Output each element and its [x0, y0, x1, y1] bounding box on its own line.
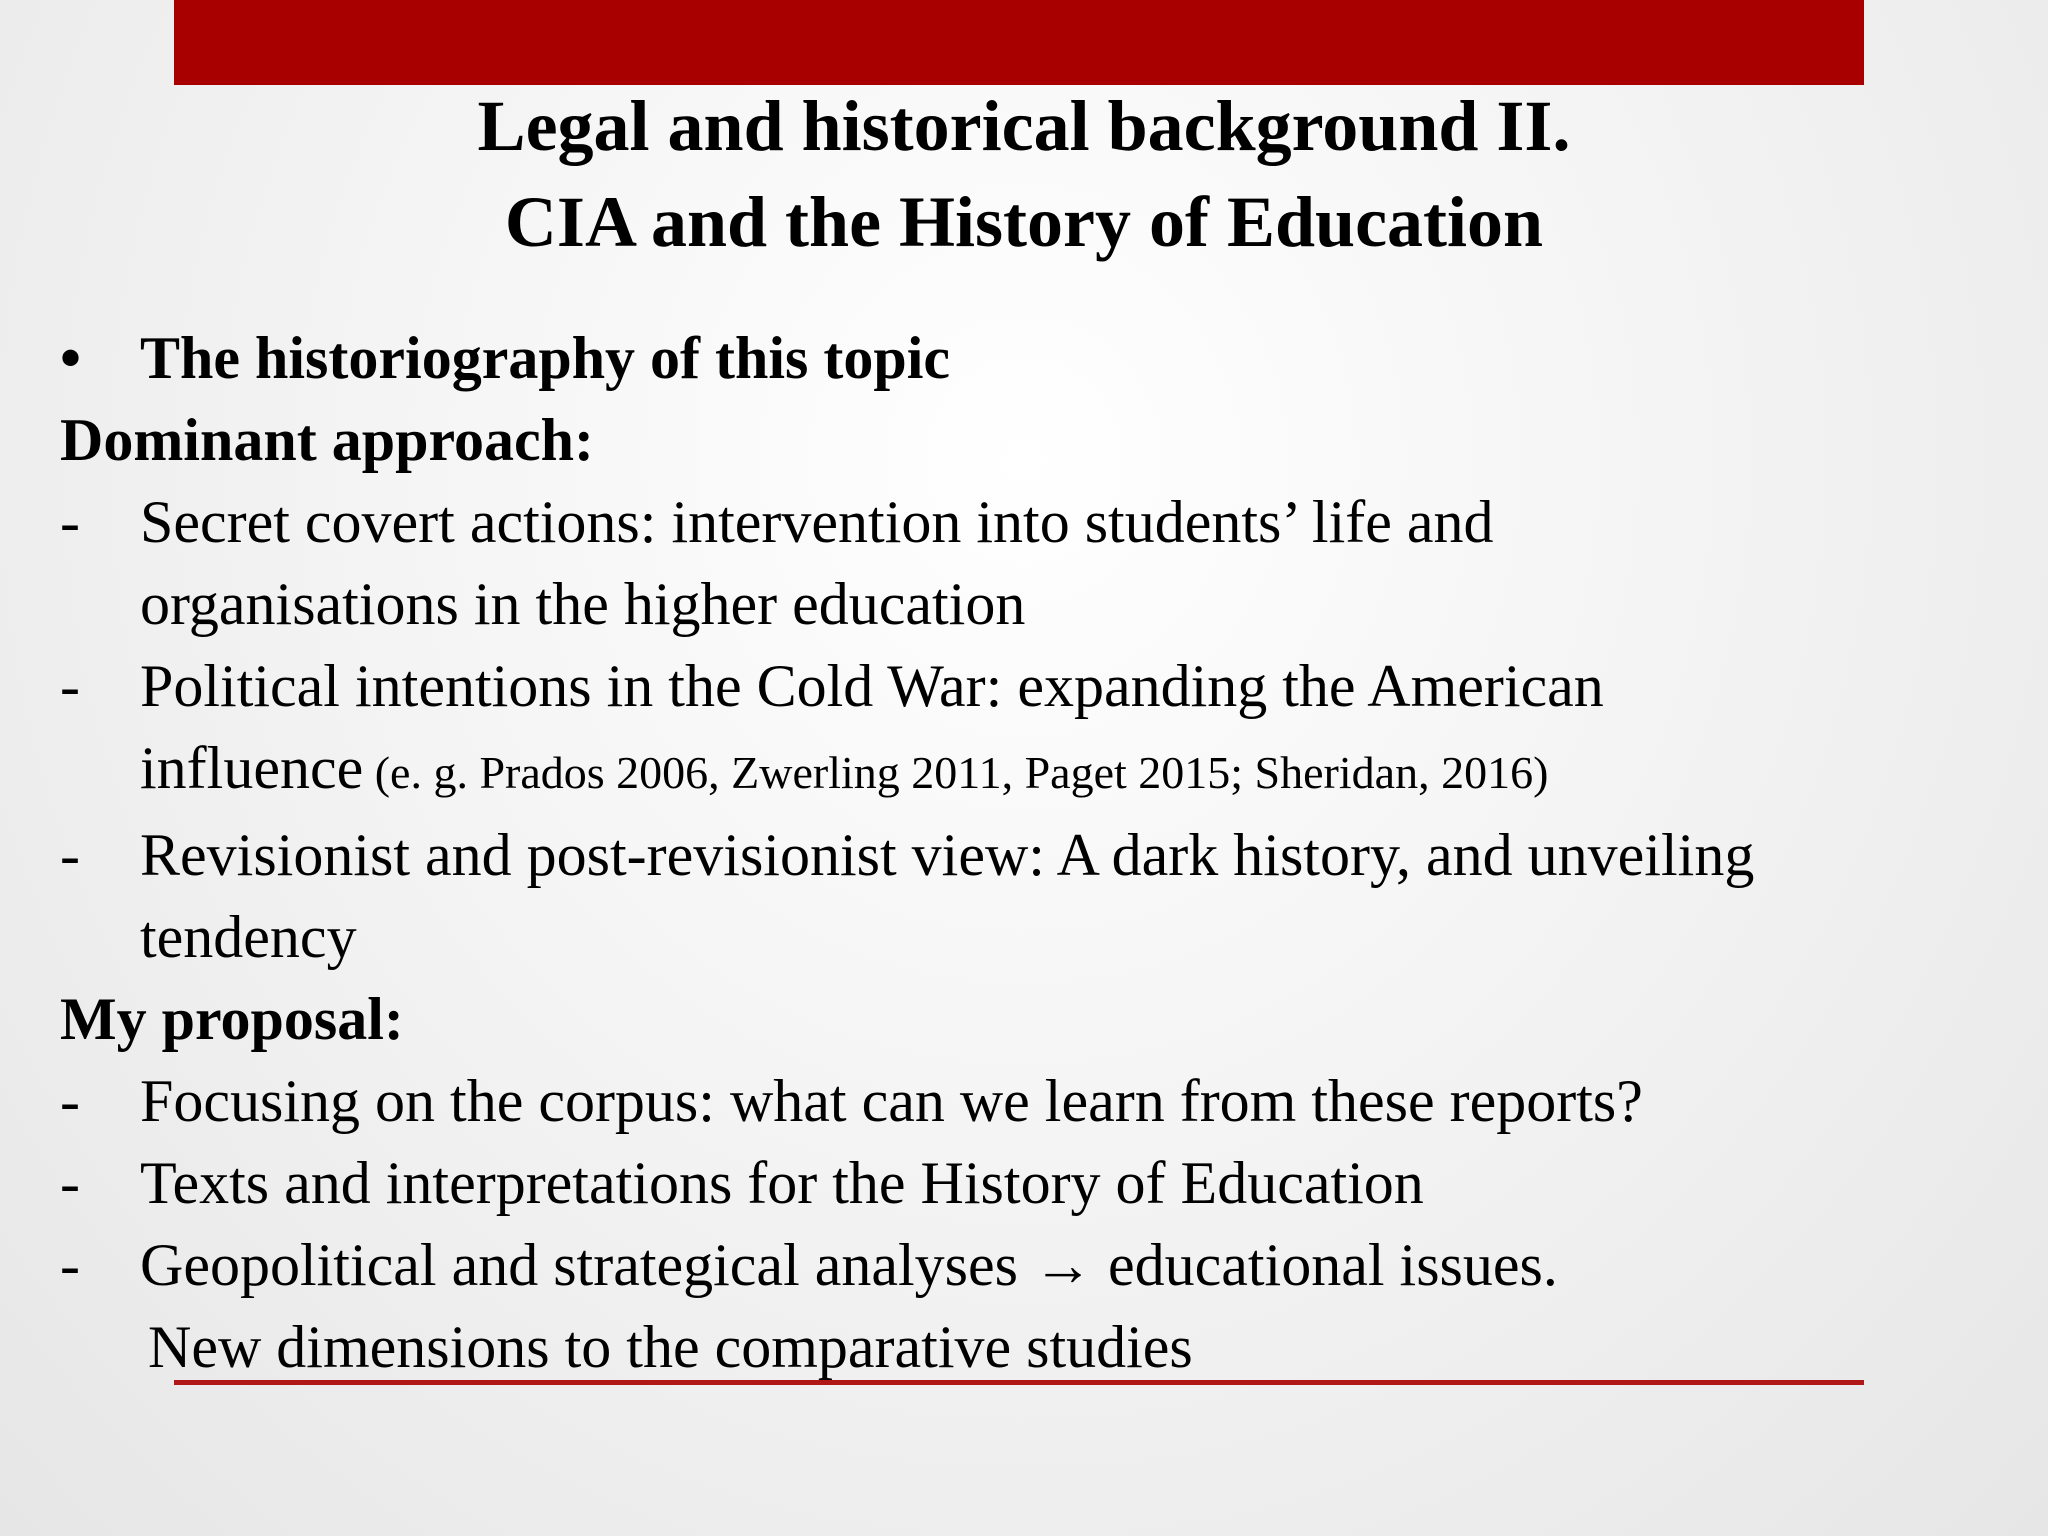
item-line: organisations in the higher education — [140, 571, 1026, 637]
dominant-approach-heading: Dominant approach: — [60, 407, 594, 473]
dominant-item — [60, 645, 2020, 814]
dominant-item — [60, 814, 2020, 978]
slide-title — [0, 78, 2048, 270]
item-line: tendency — [140, 904, 357, 970]
title-line-1: Legal and historical background II. — [477, 86, 1571, 166]
item-text: Texts and interpretations for the History of Education — [140, 1150, 1424, 1216]
item-text: Focusing on the corpus: what can we learn from these reports? — [140, 1068, 1643, 1134]
bottom-rule — [174, 1380, 1864, 1385]
top-accent-bar — [174, 0, 1864, 85]
dash-marker: - — [60, 1150, 80, 1216]
item-line: Secret covert actions: intervention into students’ life and — [140, 489, 1494, 555]
dash-marker: - — [60, 1068, 80, 1134]
item-line: Political intentions in the Cold War: expanding the American — [140, 653, 1604, 719]
bullet-marker: • — [60, 325, 82, 391]
title-line-2: CIA and the History of Education — [504, 182, 1544, 262]
closing-line: New dimensions to the comparative studies — [148, 1314, 1193, 1380]
item-text: influence — [140, 735, 364, 801]
bullet-historiography — [60, 317, 2020, 399]
dash-marker: - — [60, 1232, 80, 1298]
my-proposal-heading: My proposal: — [60, 986, 404, 1052]
citation: (e. g. Prados 2006, Zwerling 2011, Paget 2015; Sheridan, 2016) — [363, 747, 1549, 798]
item-line: Revisionist and post-revisionist view: A dark history, and unveiling — [140, 822, 1755, 888]
item-text: Geopolitical and strategical analyses → educational issues. — [140, 1232, 1558, 1298]
dash-marker: - — [60, 653, 80, 719]
proposal-item — [60, 1060, 2020, 1142]
dash-marker: - — [60, 489, 80, 555]
proposal-item — [60, 1224, 2020, 1306]
dash-marker: - — [60, 822, 80, 888]
item-line-with-citation — [140, 727, 2020, 814]
proposal-item — [60, 1142, 2020, 1224]
dominant-item — [60, 481, 2020, 645]
slide-body — [60, 317, 2020, 1388]
bullet-text: The historiography of this topic — [140, 325, 951, 391]
